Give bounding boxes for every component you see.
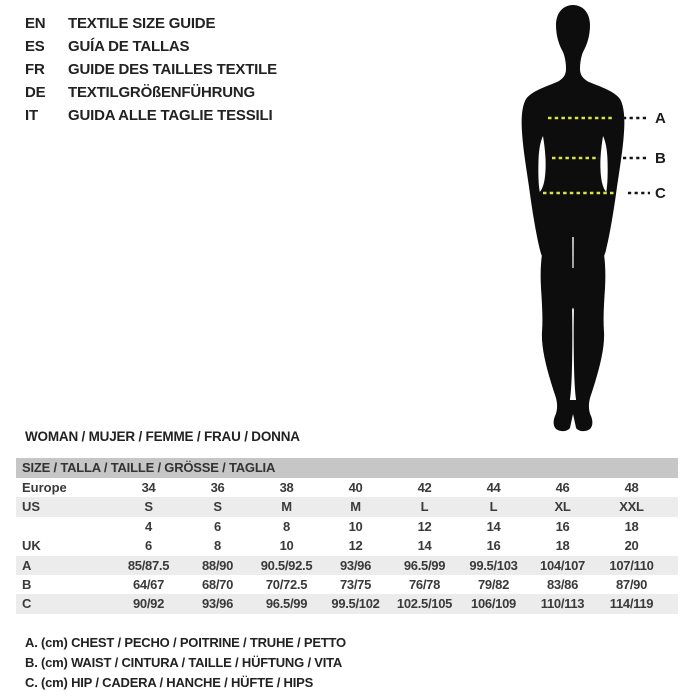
- table-row: [16, 478, 678, 497]
- language-row-en: [25, 12, 277, 35]
- table-cell: XXL: [619, 499, 644, 515]
- table-cell: 20: [624, 538, 639, 554]
- size-table: [16, 458, 678, 614]
- table-cell: 38: [279, 480, 294, 495]
- language-row-de: [25, 81, 277, 104]
- table-row: [16, 497, 678, 516]
- language-title: GUÍA DE TALLAS: [68, 38, 190, 55]
- size-table-header: SIZE / TALLA / TAILLE / GRÖSSE / TAGLIA: [16, 458, 678, 478]
- table-cell: 10: [279, 538, 294, 554]
- marker-label-b: B: [655, 150, 666, 167]
- table-row-label: [16, 517, 114, 536]
- table-row-label: UK: [22, 538, 41, 554]
- legend-line: A. (cm) CHEST / PECHO / POITRINE / TRUHE / PETTO: [25, 635, 346, 650]
- gender-heading: WOMAN / MUJER / FEMME / FRAU / DONNA: [25, 429, 300, 444]
- language-row-it: [25, 104, 277, 127]
- table-row-cells: [114, 478, 678, 497]
- language-list: [25, 12, 277, 127]
- marker-label-a: A: [655, 110, 666, 127]
- table-cell: 6: [145, 538, 152, 554]
- table-cell: 87/90: [615, 576, 648, 592]
- table-cell: 99.5/102: [331, 596, 380, 612]
- table-row-label: Europe: [22, 480, 67, 495]
- table-cell: 96.5/99: [265, 596, 308, 612]
- table-cell: XL: [554, 499, 571, 515]
- table-cell: 48: [624, 480, 639, 495]
- table-cell: 102.5/105: [396, 596, 453, 612]
- table-cell: 93/96: [201, 596, 234, 612]
- table-cell: 42: [417, 480, 432, 495]
- table-row-cells: [114, 556, 678, 575]
- language-title: TEXTILGRÖßENFÜHRUNG: [68, 84, 256, 101]
- table-row-cells: [114, 536, 678, 555]
- table-cell: 44: [486, 480, 501, 495]
- table-row-label: B: [22, 576, 32, 592]
- measurement-legend: [25, 633, 346, 693]
- language-title: GUIDA ALLE TAGLIE TESSILI: [68, 107, 273, 124]
- table-cell: 16: [486, 538, 501, 554]
- language-code: DE: [25, 84, 46, 101]
- table-cell: 93/96: [339, 557, 372, 573]
- table-cell: M: [281, 499, 292, 515]
- table-cell: 14: [486, 518, 501, 534]
- language-code: IT: [25, 107, 38, 124]
- language-code: ES: [25, 38, 45, 55]
- table-row-label: A: [22, 557, 32, 573]
- table-cell: 18: [624, 518, 639, 534]
- table-cell: 40: [348, 480, 363, 495]
- language-title: TEXTILE SIZE GUIDE: [68, 15, 216, 32]
- table-cell: 90.5/92.5: [260, 557, 313, 573]
- legend-line: C. (cm) HIP / CADERA / HANCHE / HÜFTE / HIPS: [25, 675, 314, 690]
- language-title: GUIDE DES TAILLES TEXTILE: [68, 61, 277, 78]
- table-cell: 12: [348, 538, 363, 554]
- table-cell: L: [420, 499, 429, 515]
- table-row: [16, 575, 678, 594]
- table-cell: 83/86: [546, 576, 579, 592]
- table-cell: 99.5/103: [469, 557, 518, 573]
- table-row: [16, 594, 678, 613]
- table-cell: S: [213, 499, 222, 515]
- table-row-cells: [114, 517, 678, 536]
- table-cell: 16: [555, 518, 570, 534]
- table-cell: M: [350, 499, 361, 515]
- table-cell: 73/75: [339, 576, 372, 592]
- table-cell: 107/110: [609, 557, 654, 573]
- table-row-cells: [114, 575, 678, 594]
- table-row: [16, 536, 678, 555]
- table-cell: 6: [214, 518, 221, 534]
- figure-panel: [495, 2, 690, 435]
- table-cell: 36: [210, 480, 225, 495]
- table-cell: 68/70: [201, 576, 234, 592]
- language-code: FR: [25, 61, 45, 78]
- table-cell: 14: [417, 538, 432, 554]
- table-cell: 46: [555, 480, 570, 495]
- table-cell: 104/107: [540, 557, 585, 573]
- table-cell: 12: [417, 518, 432, 534]
- woman-silhouette-icon: [522, 5, 625, 431]
- size-table-body: [16, 478, 678, 614]
- table-cell: 70/72.5: [265, 576, 308, 592]
- table-cell: 8: [214, 538, 221, 554]
- language-row-fr: [25, 58, 277, 81]
- table-row-label: C: [22, 596, 32, 612]
- table-cell: 64/67: [132, 576, 165, 592]
- table-cell: 88/90: [201, 557, 234, 573]
- table-cell: 4: [145, 518, 152, 534]
- table-cell: L: [489, 499, 498, 515]
- table-cell: 90/92: [132, 596, 165, 612]
- table-cell: S: [144, 499, 153, 515]
- legend-line: B. (cm) WAIST / CINTURA / TAILLE / HÜFTUNG / VITA: [25, 655, 343, 670]
- table-row-cells: [114, 497, 678, 516]
- table-cell: 8: [283, 518, 290, 534]
- table-row: [16, 517, 678, 536]
- language-code: EN: [25, 15, 46, 32]
- table-row: [16, 556, 678, 575]
- marker-label-c: C: [655, 185, 666, 202]
- table-cell: 34: [141, 480, 156, 495]
- table-cell: 85/87.5: [127, 557, 170, 573]
- table-row-cells: [114, 594, 678, 613]
- table-cell: 114/119: [609, 596, 654, 612]
- table-cell: 10: [348, 518, 363, 534]
- table-cell: 79/82: [477, 576, 510, 592]
- table-cell: 110/113: [540, 596, 585, 612]
- table-cell: 96.5/99: [403, 557, 446, 573]
- table-cell: 106/109: [471, 596, 516, 612]
- table-cell: 18: [555, 538, 570, 554]
- woman-silhouette-graphic: [495, 2, 690, 435]
- table-row-label: US: [22, 499, 41, 515]
- language-row-es: [25, 35, 277, 58]
- table-cell: 76/78: [408, 576, 441, 592]
